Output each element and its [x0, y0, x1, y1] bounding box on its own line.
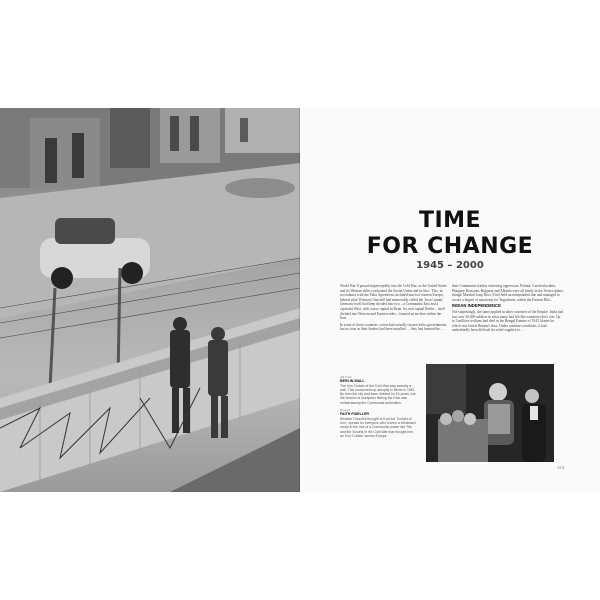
ceremony-illustration	[426, 364, 554, 462]
section-subhead: INDIAN INDEPENDENCE	[452, 303, 501, 309]
caption-kicker: ABOVE	[340, 375, 352, 379]
body-paragraph: In some of these countries, voters had actually chosen leftist governments, but as soon as their leaders had been installed, ... they had learned the...	[340, 322, 447, 332]
caption-kicker: RIGHT	[340, 408, 351, 413]
berlin-wall-illustration	[0, 108, 300, 492]
title-line-1: TIME	[418, 208, 482, 233]
page-number: 273	[557, 465, 564, 470]
body-column-2	[452, 284, 564, 333]
caption-heading: BERLIN WALL	[340, 379, 365, 384]
right-page	[300, 108, 600, 492]
berlin-wall-photo	[0, 108, 300, 492]
date-range: 1945 – 2000	[416, 260, 484, 271]
page-title	[300, 208, 600, 260]
caption-text: The Iron Curtain of the Cold War was actually a wall. This mural went up abruptly in Berlin in 1961. By then the city had been divided for 16 years, but the tension of escapees fleeing the East was embarrassing the Communist authorities.	[340, 383, 416, 405]
body-paragraph: Not surprisingly, the same applied in other countries of the Empire. India had lost over 30,000 soldiers in what many had felt like someone else's war. Up to 3 million civilians had died in the Bengal Famine of 1943, blame for which was laid at Britain's door. Under wartime conditions, it had undoubtedly been difficult for relief supplies to ...	[452, 309, 564, 333]
body-paragraph: World War II passed imperceptibly into the Cold War, as the United States and its Western allies confronted the Soviet Union and its bloc. This, in accordance with the Yalta Agreement, included much of eastern Europe, behind what Winston Churchill had memorably called the 'Iron Curtain'. Germany itself had been divided into two – a Communist East and a capitalist West, with a new capital in Bonn. Its own capital Berlin – itself divided into Western and Eastern sides – formed an enclave within the East.	[340, 284, 447, 321]
body-paragraph: their Communist leaders enforcing oppression. Poland, Czechoslovakia, Hungary, Romania, Bulgaria and Albania were all firmly in the Soviet sphere, though Marshal Josip Broz (Tito) held an independent line and managed to secure a degree of autonomy for Yugoslavia, within the Eastern Bloc.	[452, 284, 564, 302]
body-column-1	[340, 284, 448, 332]
caption-heading: FAITH FIDELLER	[340, 412, 369, 417]
book-spread	[0, 108, 600, 492]
title-line-2: FOR CHANGE	[366, 234, 534, 259]
ceremony-photo	[426, 364, 554, 462]
caption-text: Winston Churchill thought of it as the 'Curtain of Iron'; speaks for everyone who'd seen a Westward shock in the rise of a Communist power like Tito and the Soviets in the Cold War that thought him an 'Iron Curtain' across Europe.	[340, 416, 416, 438]
caption	[340, 375, 416, 405]
caption-block	[340, 372, 416, 438]
caption	[340, 408, 416, 438]
